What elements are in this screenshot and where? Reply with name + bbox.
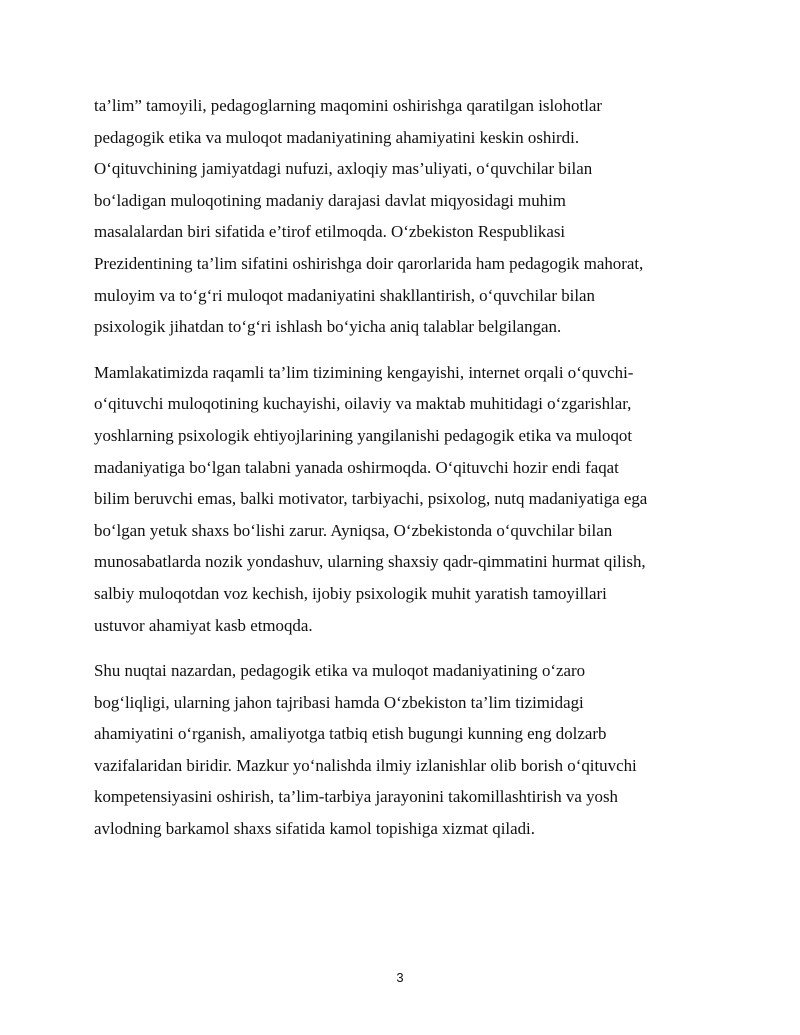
text-line: bo‘lgan yetuk shaxs bo‘lishi zarur. Ayniqsa, O‘zbekistonda o‘quvchilar bilan — [94, 520, 613, 540]
text-line: bog‘liqligi, ularning jahon tajribasi hamda O‘zbekiston ta’lim tizimidagi — [94, 692, 584, 712]
paragraph-2 — [94, 357, 706, 641]
text-line: bo‘ladigan muloqotining madaniy darajasi davlat miqyosidagi muhim — [94, 190, 566, 210]
text-line: bilim beruvchi emas, balki motivator, tarbiyachi, psixolog, nutq madaniyatiga ega — [94, 489, 648, 509]
text-line: Shu nuqtai nazardan, pedagogik etika va muloqot madaniyatining o‘zaro — [94, 661, 586, 681]
text-line: kompetensiyasini oshirish, ta’lim-tarbiya jarayonini takomillashtirish va yosh — [94, 787, 618, 807]
text-line: muloyim va to‘g‘ri muloqot madaniyatini shakllantirish, o‘quvchilar bilan — [94, 285, 595, 305]
text-line: masalalardan biri sifatida e’tirof etilmoqda. O‘zbekiston Respublikasi — [94, 222, 566, 242]
text-line: avlodning barkamol shaxs sifatida kamol topishiga xizmat qiladi. — [94, 819, 535, 839]
text-line: psixologik jihatdan to‘g‘ri ishlash bo‘yicha aniq talablar belgilangan. — [94, 317, 562, 337]
text-line: pedagogik etika va muloqot madaniyatining ahamiyatini keskin oshirdi. — [94, 127, 580, 147]
text-line: Prezidentining ta’lim sifatini oshirishga doir qarorlarida ham pedagogik mahorat, — [94, 253, 644, 273]
text-line: o‘qituvchi muloqotining kuchayishi, oilaviy va maktab muhitidagi o‘zgarishlar, — [94, 394, 632, 414]
paragraph-3 — [94, 655, 706, 845]
paragraph-1 — [94, 90, 706, 343]
text-line: madaniyatiga bo‘lgan talabni yanada oshirmoqda. O‘qituvchi hozir endi faqat — [94, 457, 619, 477]
text-line: vazifalaridan biridir. Mazkur yo‘nalishda ilmiy izlanishlar olib borish o‘qituvchi — [94, 755, 637, 775]
document-body — [94, 90, 706, 859]
text-line: salbiy muloqotdan voz kechish, ijobiy psixologik muhit yaratish tamoyillari — [94, 583, 607, 603]
text-line: O‘qituvchining jamiyatdagi nufuzi, axloqiy mas’uliyati, o‘quvchilar bilan — [94, 159, 593, 179]
text-line: ustuvor ahamiyat kasb etmoqda. — [94, 615, 313, 635]
text-line: munosabatlarda nozik yondashuv, ularning shaxsiy qadr-qimmatini hurmat qilish, — [94, 552, 646, 572]
text-line: Mamlakatimizda raqamli ta’lim tizimining kengayishi, internet orqali o‘quvchi- — [94, 362, 634, 382]
text-line: ta’lim” tamoyili, pedagoglarning maqomini oshirishga qaratilgan islohotlar — [94, 96, 603, 115]
page-number: 3 — [396, 970, 404, 985]
text-line: yoshlarning psixologik ehtiyojlarining yangilanishi pedagogik etika va muloqot — [94, 425, 633, 445]
text-line: ahamiyatini o‘rganish, amaliyotga tatbiq etish bugungi kunning eng dolzarb — [94, 724, 607, 744]
